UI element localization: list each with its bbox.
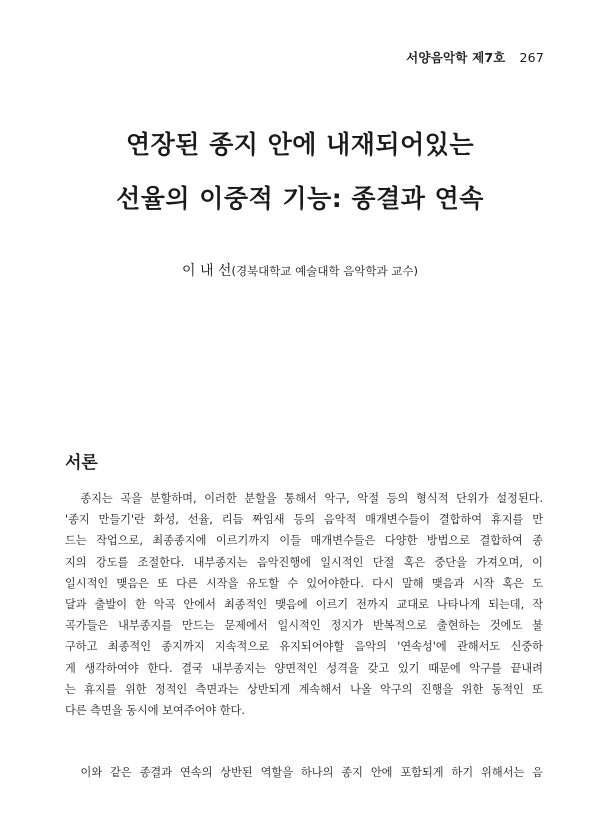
text-line: 종지는 곡을 분할하며, 이러한 분할을 통해서 악구, 악절 등의 형식적 단위가 설정된다. <box>65 492 543 505</box>
paragraph-1 <box>65 488 543 721</box>
paragraph-2 <box>65 762 543 783</box>
text-line: 구하고 최종적인 종지까지 지속적으로 유지되어야할 음악의 '연속성'에 관해서도 신중하 <box>65 640 543 654</box>
text-line: 게 생각하여야 한다. 결국 내부종지는 양면적인 성격을 갖고 있기 때문에 악구를 끝내려 <box>65 661 543 675</box>
author-name: 이 내 선 <box>181 263 232 279</box>
text-line: 다른 측면을 동시에 보여주어야 한다. <box>65 704 245 718</box>
title-line-2: 선율의 이중적 기능: 종결과 연속 <box>116 184 484 213</box>
journal-name: 서양음악학 제7호 <box>406 50 506 65</box>
running-head <box>406 48 544 66</box>
page-number: 267 <box>519 50 544 65</box>
text-line: 곡가들은 내부종지를 만드는 문제에서 일시적인 정지가 반복적으로 출현하는 것에도 불 <box>65 619 543 633</box>
text-line: 드는 작업으로, 최종종지에 이르기까지 이들 매개변수들은 다양한 방법으로 결합하여 종 <box>65 534 543 548</box>
text-line: 달과 출발이 한 악곡 안에서 최종적인 맺음에 이르기 전까지 교대로 나타나게 되는데, 작 <box>65 598 543 612</box>
article-title <box>0 118 600 226</box>
text-line: 이와 같은 종결과 연속의 상반된 역할을 하나의 종지 안에 포함되게 하기 위해서는 음 <box>65 766 543 779</box>
text-line: 는 휴지를 위한 정적인 측면과는 상반되게 계속해서 나올 악구의 진행을 위한 동적인 또 <box>65 682 543 696</box>
text-line: 지의 강도를 조절한다. 내부종지는 음악진행에 일시적인 단절 혹은 중단을 가져오며, 이 <box>65 555 543 569</box>
text-line: '종지 만들기'란 화성, 선율, 리듬 짜임새 등의 음악적 매개변수들이 결합하여 휴지를 만 <box>65 513 543 527</box>
text-line: 일시적인 맺음은 또 다른 시작을 유도할 수 있어야한다. 다시 말해 맺음과 시작 혹은 도 <box>65 576 543 590</box>
section-heading: 서론 <box>65 453 98 473</box>
author-affiliation: (경북대학교 예술대학 음악학과 교수) <box>231 264 419 278</box>
author-line <box>0 260 600 280</box>
title-line-1: 연장된 종지 안에 내재되어있는 <box>125 130 475 159</box>
